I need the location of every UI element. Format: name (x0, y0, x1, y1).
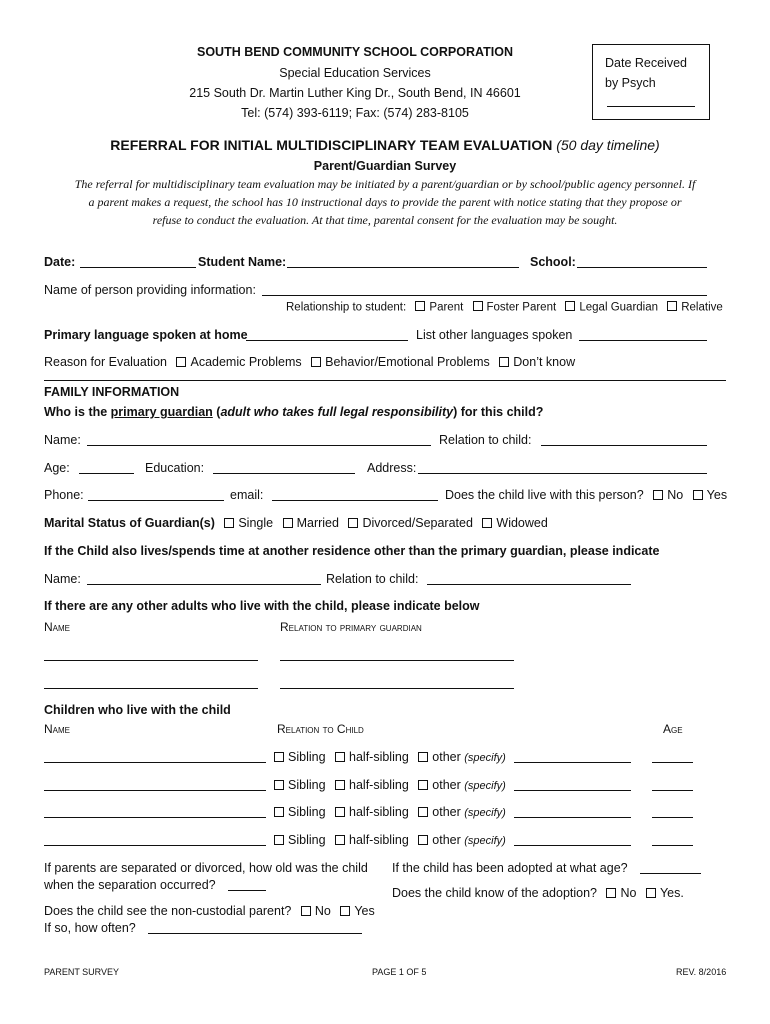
see-parent-no-checkbox[interactable] (301, 906, 311, 916)
other-label: other (432, 833, 461, 847)
parent-option-label: Parent (429, 301, 464, 314)
divorced-checkbox[interactable] (348, 518, 358, 528)
child-2-specify-field[interactable] (514, 779, 631, 791)
child-4-age-field[interactable] (652, 834, 693, 846)
guardian-relation-field[interactable] (541, 434, 707, 446)
dont-know-label: Don’t know (513, 355, 576, 369)
lives-with-no-label: No (667, 488, 684, 502)
child-4-specify-field[interactable] (514, 834, 631, 846)
know-adoption-label: Does the child know of the adoption? (392, 886, 597, 900)
title-main: REFERRAL FOR INITIAL MULTIDISCIPLINARY TEAM EVALUATION (110, 137, 553, 153)
other-label: other (432, 805, 461, 819)
half-sibling-label: half-sibling (349, 833, 409, 847)
intro-line-2: a parent makes a request, the school has 10 instructional days to provide the parent with notice stating that they propose or (88, 195, 682, 209)
sibling-checkbox[interactable] (274, 835, 284, 845)
specify-label: (specify) (464, 780, 506, 792)
contact-line: Tel: (574) 393-6119; Fax: (574) 283-8105 (241, 106, 469, 120)
child-1-relation-options (268, 750, 506, 764)
child-1-specify-field[interactable] (514, 751, 631, 763)
child-3-age-field[interactable] (652, 806, 693, 818)
other-label: other (432, 778, 461, 792)
lives-with-row (445, 488, 727, 502)
see-parent-row (44, 904, 375, 918)
by-psych-label: by Psych (605, 76, 656, 90)
know-adoption-no-label: No (620, 886, 637, 900)
children-name-column-header: Name (44, 722, 71, 736)
footer-left: PARENT SURVEY (44, 967, 120, 977)
child-3-specify-field[interactable] (514, 806, 631, 818)
guardian-education-label: Education: (145, 461, 205, 475)
child-2-age-field[interactable] (652, 779, 693, 791)
know-adoption-yes-checkbox[interactable] (646, 888, 656, 898)
address-line: 215 South Dr. Martin Luther King Dr., South Bend, IN 46601 (189, 86, 521, 100)
department: Special Education Services (279, 66, 431, 80)
how-often-field[interactable] (148, 922, 362, 934)
adult-1-name-field[interactable] (44, 649, 258, 661)
intro-line-1: The referral for multidisciplinary team evaluation may be initiated by a parent/guardian or by school/public agency personnel. If (74, 177, 696, 191)
sibling-label: Sibling (288, 778, 326, 792)
children-relation-column-header: Relation to Child (277, 722, 364, 736)
see-parent-yes-label: Yes (354, 904, 375, 918)
guardian-address-field[interactable] (418, 462, 707, 474)
date-received-label: Date Received (605, 56, 687, 70)
date-label: Date: (44, 255, 76, 269)
other-residence-heading: If the Child also lives/spends time at another residence other than the primary guardian, please indicate (44, 544, 660, 558)
single-checkbox[interactable] (224, 518, 234, 528)
guardian-relation-label: Relation to child: (439, 433, 532, 447)
date-received-field[interactable] (607, 95, 695, 107)
adult-2-relation-field[interactable] (280, 677, 514, 689)
know-adoption-row (392, 886, 684, 900)
relationship-label: Relationship to student: (286, 301, 407, 314)
school-label: School: (530, 255, 576, 269)
lives-with-yes-checkbox[interactable] (693, 490, 703, 500)
student-name-label: Student Name: (198, 255, 287, 269)
adults-name-column-header: Name (44, 620, 71, 634)
other-residence-relation-field[interactable] (427, 573, 631, 585)
guardian-age-field[interactable] (79, 462, 134, 474)
title-timeline: (50 day timeline) (556, 137, 660, 153)
child-4-name-field[interactable] (44, 834, 266, 846)
other-residence-relation-label: Relation to child: (326, 572, 419, 586)
foster-parent-checkbox[interactable] (473, 301, 483, 311)
half-sibling-checkbox[interactable] (335, 807, 345, 817)
other-residence-name-label: Name: (44, 572, 81, 586)
student-name-field[interactable] (287, 256, 519, 268)
sibling-label: Sibling (288, 805, 326, 819)
child-1-age-field[interactable] (652, 751, 693, 763)
primary-language-label: Primary language spoken at home (44, 328, 248, 342)
reason-label: Reason for Evaluation (44, 355, 167, 369)
married-label: Married (296, 516, 339, 530)
guardian-age-label: Age: (44, 461, 70, 475)
other-languages-field[interactable] (579, 329, 707, 341)
adopted-age-label: If the child has been adopted at what age? (392, 861, 628, 875)
sibling-checkbox[interactable] (274, 752, 284, 762)
guardian-phone-field[interactable] (88, 489, 224, 501)
half-sibling-checkbox[interactable] (335, 835, 345, 845)
other-checkbox[interactable] (418, 752, 428, 762)
other-label: other (432, 750, 461, 764)
foster-parent-option-label: Foster Parent (486, 301, 557, 314)
guardian-email-label: email: (230, 488, 264, 502)
academic-problems-label: Academic Problems (190, 355, 302, 369)
other-checkbox[interactable] (418, 807, 428, 817)
other-residence-name-field[interactable] (87, 573, 321, 585)
children-age-column-header: Age (663, 722, 683, 736)
form-title (0, 137, 770, 153)
date-field[interactable] (80, 256, 196, 268)
guardian-phone-label: Phone: (44, 488, 84, 502)
single-label: Single (238, 516, 274, 530)
relative-option-label: Relative (681, 301, 723, 314)
separation-question-line-2: when the separation occurred? (44, 878, 216, 892)
person-providing-field[interactable] (262, 284, 707, 296)
married-checkbox[interactable] (283, 518, 293, 528)
legal-guardian-checkbox[interactable] (565, 301, 575, 311)
guardian-name-field[interactable] (87, 434, 431, 446)
sibling-label: Sibling (288, 833, 326, 847)
specify-label: (specify) (464, 752, 506, 764)
child-3-relation-options (268, 805, 506, 819)
org-name: SOUTH BEND COMMUNITY SCHOOL CORPORATION (197, 45, 513, 59)
child-3-name-field[interactable] (44, 806, 266, 818)
separation-question-line-1: If parents are separated or divorced, how old was the child (44, 861, 368, 875)
other-checkbox[interactable] (418, 780, 428, 790)
sibling-checkbox[interactable] (274, 807, 284, 817)
marital-status-label: Marital Status of Guardian(s) (44, 516, 215, 530)
half-sibling-checkbox[interactable] (335, 780, 345, 790)
sibling-label: Sibling (288, 750, 326, 764)
other-checkbox[interactable] (418, 835, 428, 845)
half-sibling-label: half-sibling (349, 750, 409, 764)
relationship-row (286, 301, 723, 314)
form-subtitle: Parent/Guardian Survey (313, 159, 457, 173)
other-languages-label: List other languages spoken (416, 328, 573, 342)
see-parent-no-label: No (314, 904, 331, 918)
guardian-address-label: Address: (367, 461, 417, 475)
child-2-name-field[interactable] (44, 779, 266, 791)
widowed-label: Widowed (496, 516, 548, 530)
widowed-checkbox[interactable] (482, 518, 492, 528)
separation-age-field[interactable] (228, 879, 266, 891)
how-often-label: If so, how often? (44, 921, 136, 935)
child-4-relation-options (268, 833, 506, 847)
section-divider (44, 380, 726, 381)
specify-label: (specify) (464, 807, 506, 819)
lives-with-yes-label: Yes (706, 488, 728, 502)
sibling-checkbox[interactable] (274, 780, 284, 790)
marital-status-row (44, 516, 548, 530)
lives-with-no-checkbox[interactable] (653, 490, 663, 500)
academic-problems-checkbox[interactable] (176, 357, 186, 367)
divorced-label: Divorced/Separated (362, 516, 473, 530)
footer-revision: REV. 8/2016 (676, 967, 727, 977)
know-adoption-no-checkbox[interactable] (606, 888, 616, 898)
child-2-relation-options (268, 778, 506, 792)
lives-with-label: Does the child live with this person? (445, 488, 644, 502)
see-parent-yes-checkbox[interactable] (340, 906, 350, 916)
parent-checkbox[interactable] (415, 301, 425, 311)
adult-2-name-field[interactable] (44, 677, 258, 689)
guardian-name-label: Name: (44, 433, 81, 447)
date-received-box (592, 44, 710, 120)
guardian-email-field[interactable] (272, 489, 438, 501)
behavior-problems-label: Behavior/Emotional Problems (325, 355, 490, 369)
children-heading: Children who live with the child (44, 703, 231, 717)
family-info-heading: FAMILY INFORMATION (44, 385, 180, 399)
relative-checkbox[interactable] (667, 301, 677, 311)
see-parent-label: Does the child see the non-custodial parent? (44, 904, 292, 918)
legal-guardian-option-label: Legal Guardian (579, 301, 659, 314)
adopted-age-field[interactable] (640, 862, 701, 874)
dont-know-checkbox[interactable] (499, 357, 509, 367)
school-field[interactable] (577, 256, 707, 268)
reason-row (44, 355, 575, 369)
other-adults-heading: If there are any other adults who live with the child, please indicate below (44, 599, 480, 613)
primary-language-field[interactable] (246, 329, 408, 341)
person-providing-label: Name of person providing information: (44, 283, 256, 297)
adults-relation-column-header: Relation to primary guardian (280, 620, 422, 634)
adult-1-relation-field[interactable] (280, 649, 514, 661)
primary-guardian-question: Who is the primary guardian (adult who takes full legal responsibility) for this child? (44, 405, 544, 419)
know-adoption-yes-label: Yes. (659, 886, 684, 900)
child-1-name-field[interactable] (44, 751, 266, 763)
half-sibling-label: half-sibling (349, 778, 409, 792)
half-sibling-checkbox[interactable] (335, 752, 345, 762)
intro-line-3: refuse to conduct the evaluation. At that time, parental consent for the evaluation may be sought. (152, 213, 618, 227)
behavior-problems-checkbox[interactable] (311, 357, 321, 367)
footer-page-number: PAGE 1 OF 5 (372, 967, 427, 977)
half-sibling-label: half-sibling (349, 805, 409, 819)
guardian-education-field[interactable] (213, 462, 355, 474)
specify-label: (specify) (464, 835, 506, 847)
